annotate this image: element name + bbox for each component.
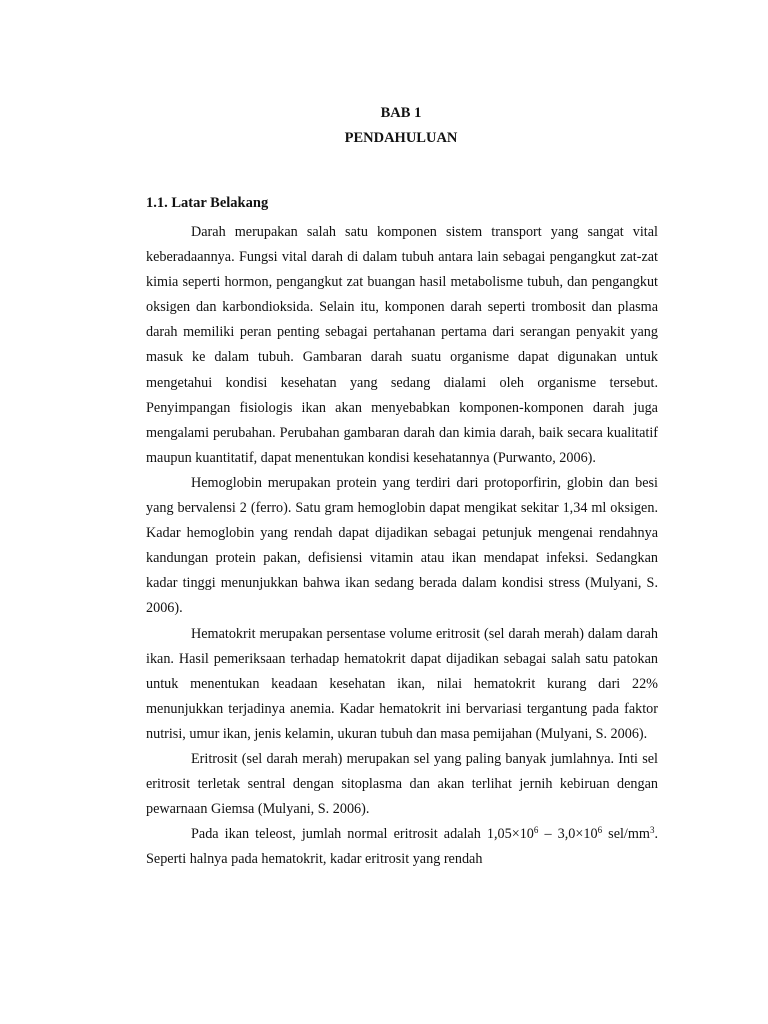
chapter-number: BAB 1 (380, 105, 422, 121)
section-title: 1.1. Latar Belakang (146, 195, 269, 211)
paragraph-hematokrit: Hematokrit merupakan persentase volume eritrosit (sel darah merah) dalam darah ikan. Hasil pemeriksaan terhadap hematokrit dapat dijadikan sebagai salah satu patokan untuk menentukan keadaan kesehatan ikan, nilai hematokrit kurang dari 22% menunjukkan terjadinya anemia. Kadar hematokrit ini bervariasi tergantung pada faktor nutrisi, umur ikan, jenis kelamin, ukuran tubuh dan masa pemijahan (Mulyani, S. 2006). (146, 625, 658, 742)
exponent-2: 6 (597, 825, 603, 836)
paragraph-teleost (146, 822, 658, 872)
body-text (146, 220, 658, 872)
exponent-1: 6 (533, 825, 539, 836)
paragraph-hemoglobin: Hemoglobin merupakan protein yang terdiri dari protoporfirin, globin dan besi yang bervalensi 2 (ferro). Satu gram hemoglobin dapat mengikat sekitar 1,34 ml oksigen. Kadar hemoglobin yang rendah dapat dijadikan sebagai petunjuk mengenai rendahnya kandungan protein pakan, defisiensi vitamin atau ikan mendapat infeksi. Sedangkan kadar tinggi menunjukkan bahwa ikan sedang berada dalam kondisi stress (Mulyani, S. 2006). (146, 474, 658, 617)
paragraph-eritrosit: Eritrosit (sel darah merah) merupakan sel yang paling banyak jumlahnya. Inti sel eritrosit terletak sentral dengan sitoplasma dan akan terlihat jernih kebiruan dengan pewarnaan Giemsa (Mulyani, S. 2006). (146, 750, 658, 818)
teleost-text-3: sel/mm (602, 826, 650, 843)
paragraph-darah: Darah merupakan salah satu komponen sistem transport yang sangat vital keberadaannya. Fungsi vital darah di dalam tubuh antara lain sebagai pengangkut zat-zat kimia seperti hormon, pengangkut zat buangan hasil metabolisme tubuh, dan pengangkut oksigen dan karbondioksida. Selain itu, komponen darah seperti trombosit dan plasma darah memiliki peran penting sebagai pertahanan pertama dari serangan penyakit yang masuk ke dalam tubuh. Gambaran darah suatu organisme dapat digunakan untuk mengetahui kondisi kesehatan yang sedang dialami oleh organisme tersebut. Penyimpangan fisiologis ikan akan menyebabkan komponen-komponen darah juga mengalami perubahan. Perubahan gambaran darah dan kimia darah, baik secara kualitatif maupun kuantitatif, dapat menentukan kondisi kesehatannya (Purwanto, 2006). (146, 224, 658, 466)
teleost-text-4: . Seperti halnya pada hematokrit, kadar eritrosit yang rendah (146, 826, 658, 868)
teleost-text-1: Pada ikan teleost, jumlah normal eritrosit adalah 1,05×10 (191, 826, 534, 843)
chapter-title: PENDAHULUAN (344, 130, 458, 146)
teleost-text-2: – 3,0×10 (538, 826, 598, 843)
exponent-3: 3 (649, 825, 655, 836)
